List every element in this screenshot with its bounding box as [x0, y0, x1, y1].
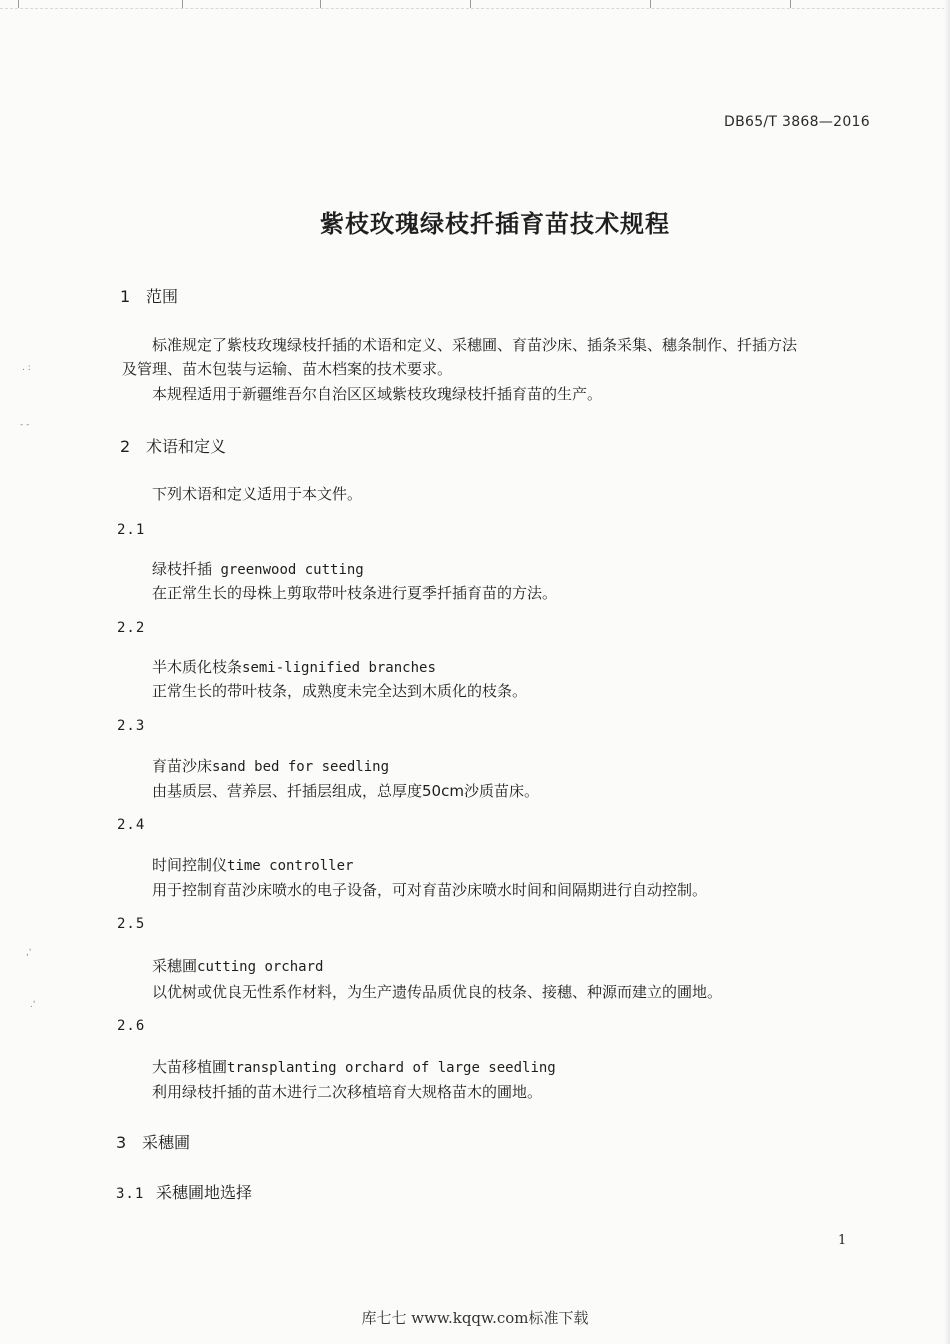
scan-speck: ,'	[26, 948, 32, 958]
scan-tick	[320, 0, 321, 8]
term-cn: 时间控制仪	[152, 856, 228, 874]
section-number: 1	[120, 287, 131, 306]
section-title: 范围	[146, 287, 179, 306]
term-number: 2.3	[117, 718, 146, 734]
term-definition: 利用绿枝扦插的苗木进行二次移植培育大规格苗木的圃地。	[152, 1083, 543, 1101]
term-name	[152, 656, 436, 677]
term-en: semi-lignified branches	[242, 660, 436, 676]
term-cn: 育苗沙床	[152, 757, 213, 775]
section-3-heading	[116, 1130, 190, 1153]
term-name	[152, 1056, 556, 1077]
paragraph: 下列术语和定义适用于本文件。	[152, 485, 363, 503]
section-number: 3.1	[116, 1186, 145, 1202]
term-en: cutting orchard	[197, 959, 324, 975]
term-definition: 以优树或优良无性系作材料，为生产遗传品质优良的枝条、接穗、种源而建立的圃地。	[152, 983, 723, 1001]
paragraph: 本规程适用于新疆维吾尔自治区区域紫枝玫瑰绿枝扦插育苗的生产。	[152, 385, 603, 403]
scan-border	[0, 0, 950, 9]
page-edge-shadow	[944, 0, 950, 1344]
section-title: 采穗圃	[142, 1133, 191, 1152]
page-number: 1	[838, 1233, 847, 1248]
section-number: 3	[116, 1133, 127, 1152]
document-title: 紫枝玫瑰绿枝扦插育苗技术规程	[320, 210, 670, 238]
scan-speck: . :	[22, 363, 31, 373]
term-en: greenwood cutting	[212, 562, 364, 578]
scan-tick	[650, 0, 651, 8]
term-name	[152, 755, 389, 776]
scan-tick	[470, 0, 471, 8]
section-number: 2	[120, 437, 131, 456]
term-en: transplanting orchard of large seedling	[227, 1060, 556, 1076]
term-definition: 正常生长的带叶枝条，成熟度未完全达到木质化的枝条。	[152, 682, 528, 700]
term-en: time controller	[227, 858, 354, 874]
section-title: 采穗圃地选择	[156, 1183, 253, 1202]
scan-tick	[182, 0, 183, 8]
term-number: 2.4	[117, 817, 146, 833]
scan-tick	[18, 0, 19, 8]
term-definition: 由基质层、营养层、扦插层组成，总厚度50cm沙质苗床。	[152, 782, 539, 800]
term-definition: 用于控制育苗沙床喷水的电子设备，可对育苗沙床喷水时间和间隔期进行自动控制。	[152, 881, 708, 899]
term-cn: 绿枝扦插	[152, 560, 213, 578]
term-number: 2.1	[117, 522, 146, 538]
standard-code: DB65/T 3868—2016	[724, 114, 870, 130]
paragraph: 标准规定了紫枝玫瑰绿枝扦插的术语和定义、采穗圃、育苗沙床、插条采集、穗条制作、扦插方法	[152, 336, 798, 354]
paragraph-continuation: 及管理、苗木包装与运输、苗木档案的技术要求。	[122, 360, 453, 378]
term-cn: 采穗圃	[152, 957, 198, 975]
term-number: 2.5	[117, 916, 146, 932]
term-definition: 在正常生长的母株上剪取带叶枝条进行夏季扦插育苗的方法。	[152, 584, 558, 602]
term-name	[152, 854, 353, 875]
term-cn: 半木质化枝条	[152, 658, 243, 676]
subsection-3-1-heading	[116, 1180, 252, 1203]
term-en: sand bed for seedling	[212, 759, 390, 775]
term-name	[152, 955, 323, 976]
section-2-heading	[120, 434, 226, 457]
section-1-heading	[120, 284, 178, 307]
section-title: 术语和定义	[146, 437, 227, 456]
scan-speck: .'	[30, 1000, 36, 1010]
term-cn: 大苗移植圃	[152, 1058, 228, 1076]
term-name	[152, 558, 364, 579]
term-number: 2.2	[117, 620, 146, 636]
term-number: 2.6	[117, 1018, 146, 1034]
scan-tick	[790, 0, 791, 8]
scan-speck: - -	[20, 420, 30, 430]
footer-watermark: 库七七 www.kqqw.com标准下载	[361, 1309, 589, 1327]
